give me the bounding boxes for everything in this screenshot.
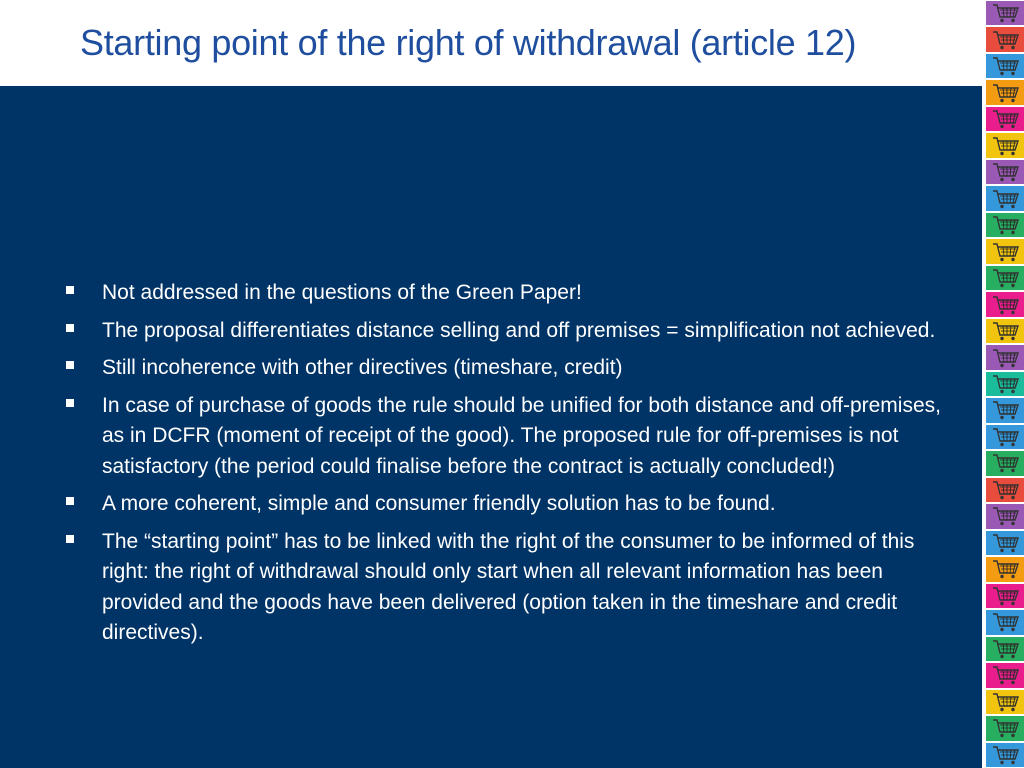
shopping-cart-icon <box>991 2 1021 24</box>
bullet-text: Not addressed in the questions of the Green Paper! <box>102 281 582 304</box>
shopping-cart-icon <box>991 558 1021 580</box>
bullet-item <box>64 353 964 384</box>
slide-title: Starting point of the right of withdrawal (article 12) <box>80 22 857 63</box>
cart-tile <box>986 478 1024 502</box>
shopping-cart-icon <box>991 505 1021 527</box>
cart-tile <box>986 637 1024 661</box>
cart-tile <box>986 451 1024 475</box>
bullet-square-icon <box>66 399 74 407</box>
bullet-list <box>64 278 964 656</box>
cart-tile <box>986 690 1024 714</box>
shopping-cart-icon <box>991 55 1021 77</box>
cart-tile <box>986 133 1024 157</box>
shopping-cart-icon <box>991 664 1021 686</box>
shopping-cart-icon <box>991 479 1021 501</box>
shopping-cart-icon <box>991 347 1021 369</box>
cart-tile <box>986 345 1024 369</box>
shopping-cart-icon <box>991 29 1021 51</box>
cart-tile <box>986 160 1024 184</box>
decorative-cart-strip <box>986 0 1024 768</box>
bullet-text: In case of purchase of goods the rule should be unified for both distance and off-premises, as in DCFR (moment of receipt of the good). The proposed rule for off-premises is not satisfactory (the period could finalise before the contract is actually concluded!) <box>102 393 941 478</box>
shopping-cart-icon <box>991 611 1021 633</box>
cart-tile <box>986 557 1024 581</box>
shopping-cart-icon <box>991 161 1021 183</box>
shopping-cart-icon <box>991 267 1021 289</box>
cart-tile <box>986 531 1024 555</box>
shopping-cart-icon <box>991 294 1021 316</box>
cart-tile <box>986 372 1024 396</box>
shopping-cart-icon <box>991 82 1021 104</box>
cart-tile <box>986 504 1024 528</box>
shopping-cart-icon <box>991 108 1021 130</box>
bullet-text: Still incoherence with other directives (timeshare, credit) <box>102 356 623 379</box>
cart-tile <box>986 27 1024 51</box>
shopping-cart-icon <box>991 320 1021 342</box>
bullet-text: The “starting point” has to be linked with the right of the consumer to be informed of this right: the right of withdrawal should only start when all relevant information has been provided and the goods have been delivered (option taken in the timeshare and credit directives). <box>102 529 915 644</box>
cart-tile <box>986 663 1024 687</box>
bullet-square-icon <box>66 497 74 505</box>
shopping-cart-icon <box>991 135 1021 157</box>
bullet-item <box>64 391 964 483</box>
slide-body <box>0 86 982 768</box>
shopping-cart-icon <box>991 214 1021 236</box>
cart-tile <box>986 107 1024 131</box>
cart-tile <box>986 743 1024 767</box>
bullet-item <box>64 527 964 649</box>
bullet-square-icon <box>66 324 74 332</box>
shopping-cart-icon <box>991 691 1021 713</box>
cart-tile <box>986 80 1024 104</box>
shopping-cart-icon <box>991 373 1021 395</box>
bullet-text: The proposal differentiates distance selling and off premises = simplification not achieved. <box>102 318 936 342</box>
cart-tile <box>986 425 1024 449</box>
cart-tile <box>986 213 1024 237</box>
bullet-item <box>64 278 964 309</box>
bullet-square-icon <box>66 286 74 294</box>
shopping-cart-icon <box>991 585 1021 607</box>
bullet-item <box>64 489 964 520</box>
cart-tile <box>986 292 1024 316</box>
cart-tile <box>986 54 1024 78</box>
cart-tile <box>986 716 1024 740</box>
shopping-cart-icon <box>991 717 1021 739</box>
cart-tile <box>986 584 1024 608</box>
cart-tile <box>986 610 1024 634</box>
slide-header <box>0 0 982 86</box>
shopping-cart-icon <box>991 188 1021 210</box>
cart-tile <box>986 319 1024 343</box>
cart-tile <box>986 398 1024 422</box>
bullet-item <box>64 316 964 347</box>
shopping-cart-icon <box>991 532 1021 554</box>
shopping-cart-icon <box>991 638 1021 660</box>
cart-tile <box>986 186 1024 210</box>
shopping-cart-icon <box>991 452 1021 474</box>
shopping-cart-icon <box>991 399 1021 421</box>
cart-tile <box>986 239 1024 263</box>
cart-tile <box>986 266 1024 290</box>
bullet-square-icon <box>66 535 74 543</box>
shopping-cart-icon <box>991 744 1021 766</box>
shopping-cart-icon <box>991 241 1021 263</box>
bullet-square-icon <box>66 361 74 369</box>
cart-tile <box>986 1 1024 25</box>
bullet-text: A more coherent, simple and consumer friendly solution has to be found. <box>102 492 776 515</box>
shopping-cart-icon <box>991 426 1021 448</box>
